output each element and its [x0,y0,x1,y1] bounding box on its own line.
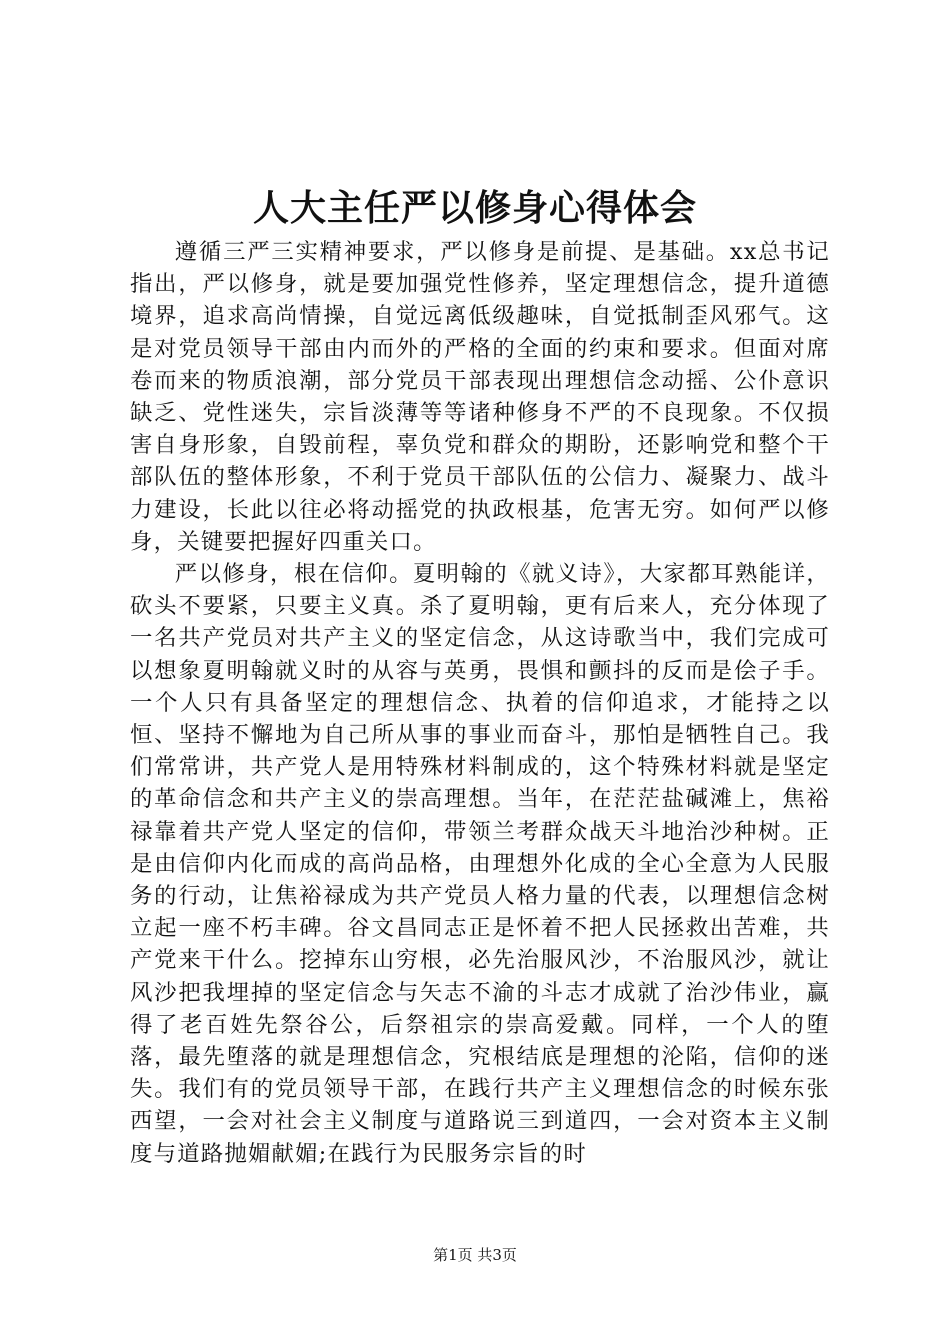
paragraph-2: 严以修身，根在信仰。夏明翰的《就义诗》，大家都耳熟能详，砍头不要紧，只要主义真。杀了夏明翰，更有后来人，充分体现了一名共产党员对共产主义的坚定信念，从这诗歌当中，我们完成可以想象夏明翰就义时的从容与英勇，畏惧和颤抖的反而是侩子手。一个人只有具备坚定的理想信念、执着的信仰追求，才能持之以恒、坚持不懈地为自己所从事的事业而奋斗，那怕是牺牲自己。我们常常讲，共产党人是用特殊材料制成的，这个特殊材料就是坚定的革命信念和共产主义的崇高理想。当年，在茫茫盐碱滩上，焦裕禄靠着共产党人坚定的信仰，带领兰考群众战天斗地治沙种树。正是由信仰内化而成的高尚品格，由理想外化成的全心全意为人民服务的行动，让焦裕禄成为共产党员人格力量的代表，以理想信念树立起一座不朽丰碑。谷文昌同志正是怀着不把人民拯救出苦难，共产党来干什么。挖掉东山穷根，必先治服风沙，不治服风沙，就让风沙把我埋掉的坚定信念与矢志不渝的斗志才成就了治沙伟业，赢得了老百姓先祭谷公，后祭祖宗的崇高爱戴。同样，一个人的堕落，最先堕落的就是理想信念，究根结底是理想的沦陷，信仰的迷失。我们有的党员领导干部，在践行共产主义理想信念的时候东张西望，一会对社会主义制度与道路说三到道四，一会对资本主义制度与道路抛媚献媚;在践行为民服务宗旨的时 [130,561,830,1167]
paragraph-1: 遵循三严三实精神要求，严以修身是前提、是基础。xx总书记指出，严以修身，就是要加强党性修养，坚定理想信念，提升道德境界，追求高尚情操，自觉远离低级趣味，自觉抵制歪风邪气。这是对党员领导干部由内而外的严格的全面的约束和要求。但面对席卷而来的物质浪潮，部分党员干部表现出理想信念动摇、公仆意识缺乏、党性迷失，宗旨淡薄等等诸种修身不严的不良现象。不仅损害自身形象，自毁前程，辜负党和群众的期盼，还影响党和整个干部队伍的整体形象，不利于党员干部队伍的公信力、凝聚力、战斗力建设，长此以往必将动摇党的执政根基，危害无穷。如何严以修身，关键要把握好四重关口。 [130,239,830,555]
page-footer: 第1页 共3页 [433,1246,517,1264]
document-title: 人大主任严以修身心得体会 [252,187,697,229]
document-body [130,236,830,1170]
